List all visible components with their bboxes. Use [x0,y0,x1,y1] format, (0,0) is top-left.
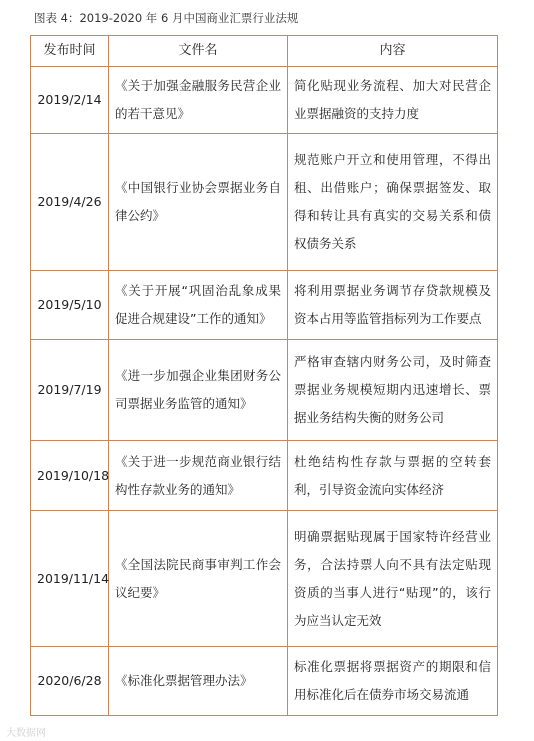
row-document: 《中国银行业协会票据业务自律公约》 [109,134,288,271]
row-date: 2019/11/14 [31,511,109,647]
header-content: 内容 [288,36,498,67]
watermark: 大数据网 [6,728,46,739]
table-row [31,134,498,271]
header-document: 文件名 [109,36,288,67]
row-date: 2019/2/14 [31,67,109,134]
row-content: 严格审查辖内财务公司，及时筛查票据业务规模短期内迅速增长、票据业务结构失衡的财务公司 [288,340,498,441]
header-date: 发布时间 [31,36,109,67]
row-date: 2019/7/19 [31,340,109,441]
table-header-row [31,36,498,67]
row-content: 规范账户开立和使用管理，不得出租、出借账户；确保票据签发、取得和转让具有真实的交易关系和债权债务关系 [288,134,498,271]
table-row [31,647,498,716]
row-date: 2020/6/28 [31,647,109,716]
table-row [31,511,498,647]
row-date: 2019/4/26 [31,134,109,271]
row-document: 《关于加强金融服务民营企业的若干意见》 [109,67,288,134]
row-document: 《标准化票据管理办法》 [109,647,288,716]
table-row [31,67,498,134]
table-row [31,271,498,340]
row-document: 《关于开展“巩固治乱象成果促进合规建设”工作的通知》 [109,271,288,340]
table-row [31,340,498,441]
row-content: 明确票据贴现属于国家特许经营业务，合法持票人向不具有法定贴现资质的当事人进行“贴现”的，该行为应当认定无效 [288,511,498,647]
figure-caption: 图表 4：2019-2020 年 6 月中国商业汇票行业法规 [34,11,299,25]
row-content: 简化贴现业务流程、加大对民营企业票据融资的支持力度 [288,67,498,134]
row-document: 《关于进一步规范商业银行结构性存款业务的通知》 [109,441,288,511]
row-document: 《全国法院民商事审判工作会议纪要》 [109,511,288,647]
table-row [31,441,498,511]
row-date: 2019/5/10 [31,271,109,340]
regulations-table [30,35,498,716]
row-content: 杜绝结构性存款与票据的空转套利，引导资金流向实体经济 [288,441,498,511]
row-date: 2019/10/18 [31,441,109,511]
row-content: 将利用票据业务调节存贷款规模及资本占用等监管指标列为工作要点 [288,271,498,340]
row-content: 标准化票据将票据资产的期限和信用标准化后在债券市场交易流通 [288,647,498,716]
row-document: 《进一步加强企业集团财务公司票据业务监管的通知》 [109,340,288,441]
